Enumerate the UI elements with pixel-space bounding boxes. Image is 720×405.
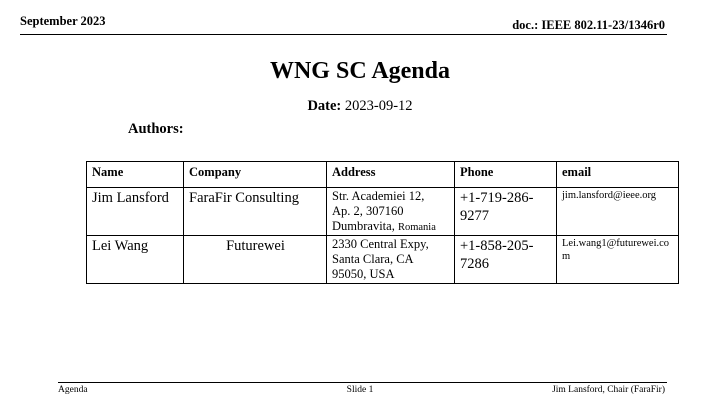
address-line — [332, 219, 450, 234]
table-row — [87, 188, 679, 236]
address-line: 95050, USA — [332, 267, 395, 281]
address-city: Dumbravita, — [332, 219, 395, 233]
slide-number: Slide 1 — [346, 385, 374, 395]
header-doc-id: doc.: IEEE 802.11-23/1346r0 — [512, 18, 665, 32]
column-header-name: Name — [87, 162, 184, 188]
cell-name: Lei Wang — [87, 236, 184, 284]
date-label: Date: — [307, 98, 342, 114]
cell-email: jim.lansford@ieee.org — [557, 188, 679, 236]
header-divider — [20, 34, 667, 35]
cell-phone: +1-858-205-7286 — [455, 236, 557, 284]
address-country: Romania — [397, 222, 436, 233]
address-line: Str. Academiei 12, — [332, 189, 425, 203]
column-header-phone: Phone — [455, 162, 557, 188]
header-date: September 2023 — [20, 14, 106, 28]
cell-company: Futurewei — [184, 236, 327, 284]
authors-table — [86, 161, 679, 284]
address-line: Santa Clara, CA — [332, 252, 414, 266]
footer-divider — [58, 382, 667, 383]
date-line — [0, 98, 720, 115]
table-header-row — [87, 162, 679, 188]
date-value: 2023-09-12 — [344, 98, 413, 114]
column-header-company: Company — [184, 162, 327, 188]
footer-right: Jim Lansford, Chair (FaraFir) — [552, 385, 665, 395]
cell-name: Jim Lansford — [87, 188, 184, 236]
cell-company: FaraFir Consulting — [184, 188, 327, 236]
column-header-address: Address — [327, 162, 455, 188]
column-header-email: email — [557, 162, 679, 188]
cell-address — [327, 236, 455, 284]
authors-label: Authors: — [128, 121, 184, 137]
cell-email: Lei.wang1@futurewei.com — [557, 236, 679, 284]
page-title: WNG SC Agenda — [269, 58, 451, 84]
footer-left: Agenda — [58, 385, 88, 395]
cell-address — [327, 188, 455, 236]
address-line: Ap. 2, 307160 — [332, 204, 404, 218]
cell-phone: +1-719-286-9277 — [455, 188, 557, 236]
address-line: 2330 Central Expy, — [332, 237, 429, 251]
table-row — [87, 236, 679, 284]
